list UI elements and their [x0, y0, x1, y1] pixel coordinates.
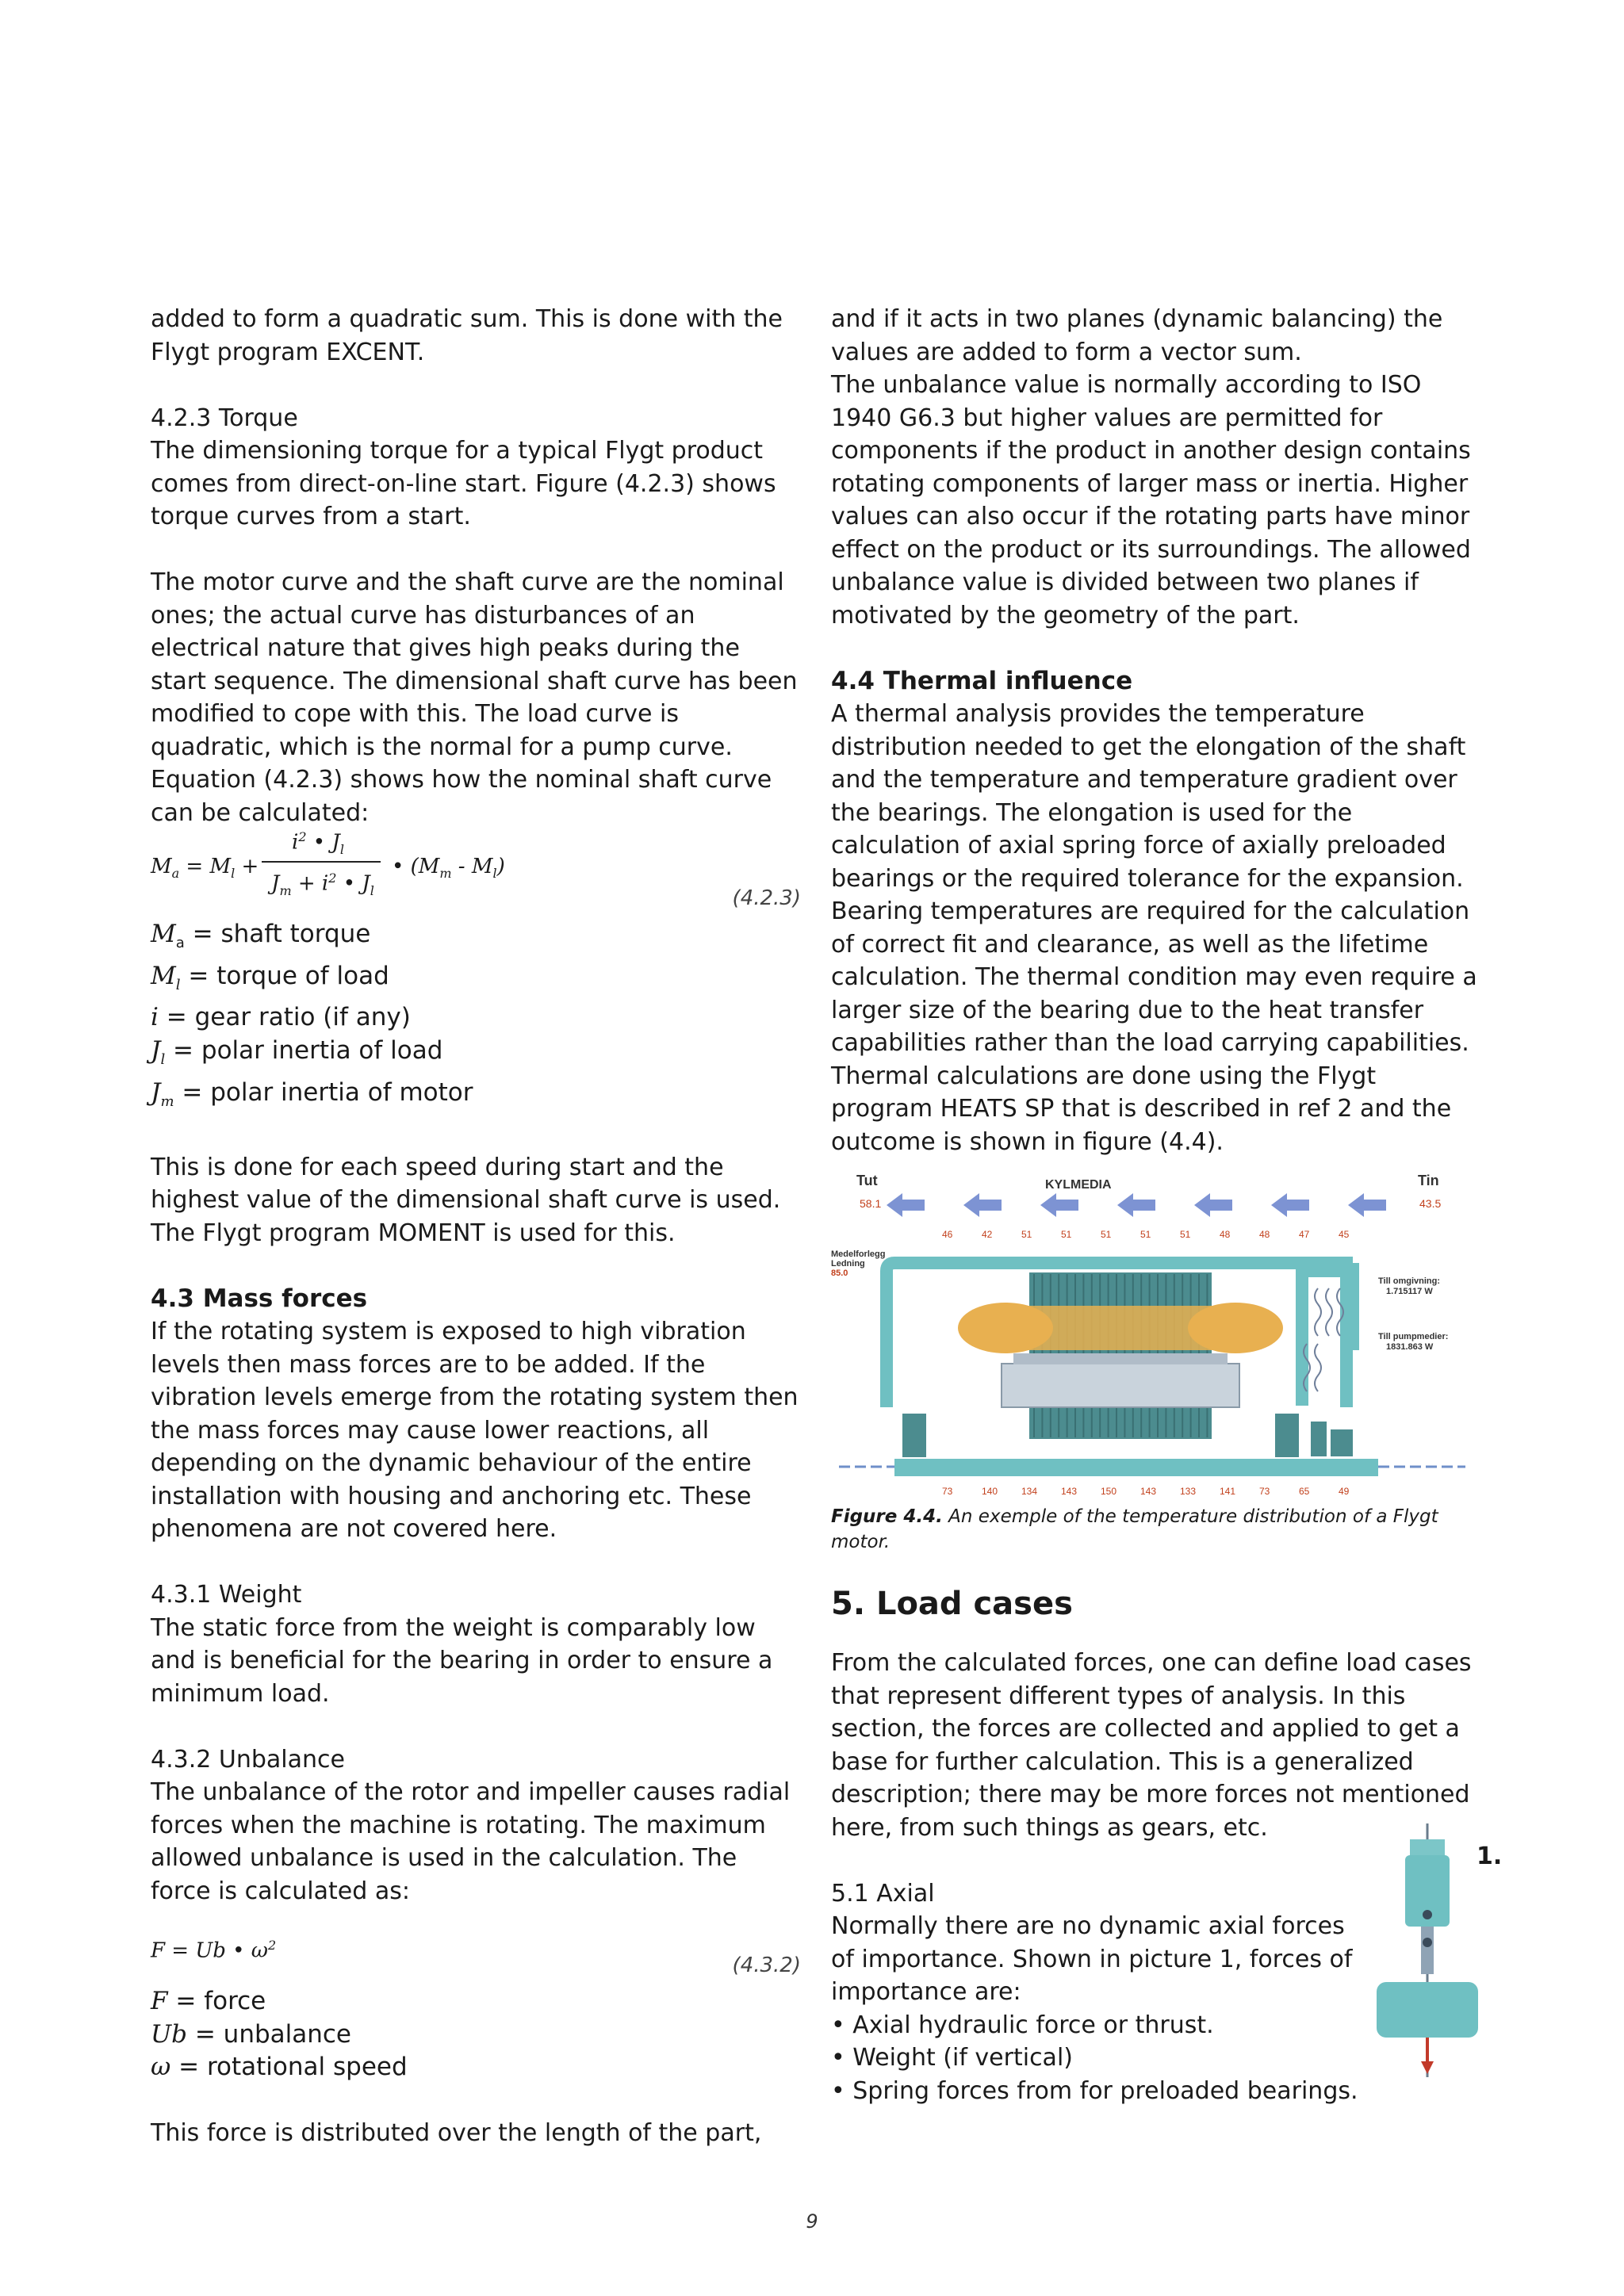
section-heading-4-3-2: 4.3.2 Unbalance: [151, 1745, 345, 1774]
bearing-block: [1311, 1422, 1327, 1456]
tut-value: 58.1: [860, 1197, 882, 1210]
heat-wave-icon: [1326, 1288, 1332, 1336]
definition-item: F = force: [151, 1987, 266, 2016]
flow-arrow-icon: [1348, 1193, 1386, 1217]
housing-wall: [1296, 1263, 1308, 1406]
tut-label: Tut: [856, 1173, 878, 1188]
figure-caption: Figure 4.4. An exemple of the temperature distribution of a Flygt motor.: [831, 1506, 1438, 1552]
coolant-label: KYLMEDIA: [1045, 1178, 1112, 1192]
definition-item: $M_l$ = torque of load: [151, 961, 389, 993]
right-label-2: Till pumpmedier: 1831.863 W: [1378, 1332, 1449, 1352]
top-temperature-value: 48: [1259, 1229, 1270, 1240]
paragraph: This is done for each speed during start and the highest value of the dimensional shaft curve is used. The Flygt program MOMENT is used for this.: [151, 1153, 781, 1247]
equation-number: (4.3.2): [732, 1954, 801, 1978]
flow-arrow-icon: [1040, 1193, 1078, 1217]
paragraph: If the rotating system is exposed to high vibration levels then mass forces are to be added. If the vibration levels emerge from the rotating system then the mass forces may cause lower reactions, all depending on the dynamic behaviour of the entire installation with housing and anchoring etc. These phenomena are not covered here.: [151, 1318, 799, 1544]
paragraph: The dimensioning torque for a typical Flygt product comes from direct-on-line start. Figure (4.2.3) shows torque curves from a start.: [151, 437, 776, 530]
flow-arrow-icon: [963, 1193, 1002, 1217]
bottom-temperature-values: [942, 1486, 1350, 1497]
coolant-flow-arrows: [887, 1193, 1386, 1217]
bottom-temperature-value: 143: [1061, 1486, 1078, 1497]
top-temperature-value: 42: [982, 1229, 993, 1240]
paragraph: The unbalance of the rotor and impeller causes radial forces when the machine is rotating. The maximum allowed unbalance is used in the calculation. The force is calculated as:: [151, 1778, 791, 1905]
equation-4-2-3: $M_a = M_l$ + $i^2$ • $J_l$ $J_m + i^2$ • $J_l$ • $(M_m - M_l)$ (4.2.3): [151, 829, 801, 910]
bottom-temperature-value: 134: [1021, 1486, 1038, 1497]
side-label: Medelforlegg Ledning 85.0: [831, 1249, 886, 1278]
top-temperature-value: 46: [942, 1229, 953, 1240]
section-heading-4-3-1: 4.3.1 Weight: [151, 1581, 302, 1609]
definition-item: ω = rotational speed: [151, 2053, 408, 2082]
bullet-item: • Spring forces from for preloaded bearings.: [831, 2076, 1358, 2105]
top-temperature-value: 51: [1140, 1229, 1151, 1240]
tin-label: Tin: [1418, 1173, 1439, 1188]
definition-item: i = gear ratio (if any): [151, 1003, 411, 1032]
heat-wave-icon: [1315, 1288, 1321, 1336]
definition-item: $J_l$ = polar inertia of load: [151, 1035, 443, 1069]
section-heading-4-3: 4.3 Mass forces: [151, 1284, 368, 1313]
top-temperature-value: 51: [1021, 1229, 1032, 1240]
bottom-temperature-value: 49: [1339, 1486, 1350, 1497]
bearing-block: [1331, 1429, 1353, 1456]
heat-wave-icon: [1315, 1344, 1321, 1391]
heat-waves: [1304, 1288, 1343, 1391]
paragraph: From the calculated forces, one can define load cases that represent different types of analysis. In this section, the forces are collected and applied to get a base for further calculation. This is a generalized description; there may be more forces not mentioned here, from such things as gears, etc.: [831, 1649, 1472, 1842]
paragraph: added to form a quadratic sum. This is done with the Flygt program EXCENT.: [151, 305, 783, 366]
housing-top: [1296, 1265, 1359, 1277]
bearing-left: [902, 1414, 926, 1457]
top-temperature-value: 51: [1061, 1229, 1072, 1240]
definition-item: Ub = unbalance: [151, 2019, 352, 2049]
top-temperature-value: 51: [1101, 1229, 1112, 1240]
section-heading-4-4: 4.4 Thermal influence: [831, 666, 1133, 695]
left-column: [151, 303, 801, 2150]
tin-value: 43.5: [1419, 1197, 1442, 1210]
section-heading-5-1: 5.1 Axial: [831, 1879, 935, 1908]
axial-forces-illustration: [1372, 1823, 1483, 2085]
paragraph: This force is distributed over the length of the part,: [151, 2119, 762, 2148]
equation-number: (4.2.3): [732, 886, 801, 910]
bottom-temperature-value: 150: [1101, 1486, 1117, 1497]
flow-arrow-icon: [1117, 1193, 1155, 1217]
winding-band: [990, 1306, 1251, 1350]
section-heading-4-2-3: 4.2.3 Torque: [151, 404, 298, 432]
paragraph: The static force from the weight is comparably low and is beneficial for the bearing in order to ensure a minimum load.: [151, 1613, 773, 1708]
paragraph: The motor curve and the shaft curve are the nominal ones; the actual curve has disturbances of an electrical nature that gives high peaks during the start sequence. The dimensional shaft curve has been modified to cope with this. The load curve is quadratic, which is the normal for a pump curve. Equation (4.2.3) shows how the nominal shaft curve can be calculated:: [151, 568, 798, 827]
section-heading-5: 5. Load cases: [831, 1586, 1073, 1622]
rotor-top: [1013, 1353, 1228, 1364]
bullet-item: • Axial hydraulic force or thrust.: [831, 2011, 1214, 2039]
thermal-diagram-svg: [831, 1169, 1475, 1502]
bottom-temperature-value: 141: [1220, 1486, 1236, 1497]
top-temperature-value: 51: [1180, 1229, 1191, 1240]
shaft-base: [894, 1459, 1378, 1476]
paragraph: and if it acts in two planes (dynamic balancing) the values are added to form a vector sum.: [831, 305, 1443, 366]
definition-item: $M_a$ = shaft torque: [151, 920, 371, 952]
equation-4-3-2: F = Ub • $\omega^2$ (4.3.2): [151, 1938, 801, 1978]
flow-arrow-icon: [1271, 1193, 1309, 1217]
bottom-temperature-value: 73: [1259, 1486, 1270, 1497]
page-number: 9: [806, 2210, 818, 2233]
top-temperature-value: 47: [1299, 1229, 1310, 1240]
top-temperature-value: 48: [1220, 1229, 1231, 1240]
bearing-right: [1275, 1414, 1299, 1457]
bottom-temperature-value: 140: [982, 1486, 998, 1497]
bottom-temperature-value: 65: [1299, 1486, 1310, 1497]
rotor: [1002, 1364, 1239, 1407]
definition-list: [151, 1985, 801, 2084]
bottom-temperature-value: 143: [1140, 1486, 1157, 1497]
bullet-item: • Weight (if vertical): [831, 2044, 1073, 2072]
bottom-temperature-value: 133: [1180, 1486, 1197, 1497]
picture-1-label: 1.: [1477, 1843, 1503, 1870]
definition-item: $J_m$ = polar inertia of motor: [151, 1077, 473, 1110]
paragraph: Normally there are no dynamic axial forces of importance. Shown in picture 1, forces of importance are:: [831, 1912, 1353, 2006]
bottom-temperature-value: 73: [942, 1486, 953, 1497]
top-temperature-values: [942, 1229, 1350, 1240]
definition-list: [151, 918, 801, 1118]
top-temperature-value: 45: [1339, 1229, 1350, 1240]
figure-4-4-thermal-diagram: [831, 1169, 1475, 1502]
paragraph: The unbalance value is normally according to ISO 1940 G6.3 but higher values are permitted for components if the product in another design contains rotating components of larger mass or inertia. Higher values can also occur if the rotating parts have minor effect on the product or its surroundings. The allowed unbalance value is divided between two planes if motivated by the geometry of the part.: [831, 371, 1471, 629]
flow-arrow-icon: [887, 1193, 925, 1217]
flow-arrow-icon: [1194, 1193, 1232, 1217]
paragraph: A thermal analysis provides the temperature distribution needed to get the elongation of the shaft and the temperature and temperature gradient over the bearings. The elongation is used for the calculation of axial spring force of axially preloaded bearings or the required tolerance for the expansion. Bearing temperatures are required for the calculation of correct fit and clearance, as well as the lifetime calculation. The thermal condition may even require a larger size of the bearing due to the heat transfer capabilities rather than the load carrying capabilities. Thermal calculations are done using the Flygt program HEATS SP that is described in ref 2 and the outcome is shown in figure (4.4).: [831, 700, 1477, 1156]
right-label-1: Till omgivning: 1.715117 W: [1378, 1276, 1441, 1296]
